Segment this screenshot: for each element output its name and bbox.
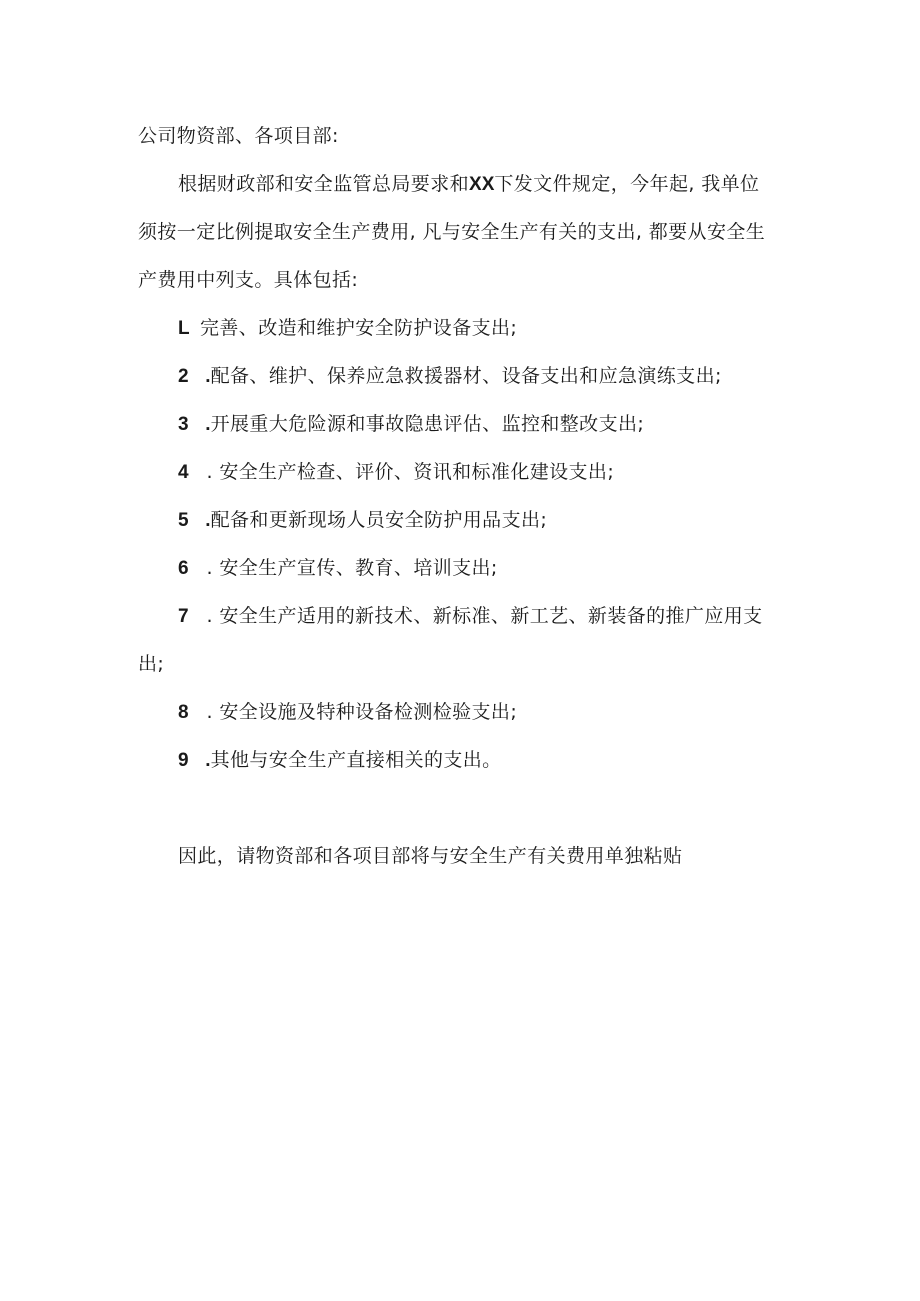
list-item-number: 2 (178, 366, 189, 387)
list-item-number: 4 (178, 462, 189, 483)
salutation: 公司物资部、各项目部: (138, 125, 339, 147)
list-item: 6 . 安全生产宣传、教育、培训支出; (138, 544, 786, 592)
closing-paragraph: 因此，请物资部和各项目部将与安全生产有关费用单独粘贴 (178, 845, 683, 867)
list-item-number: 9 (178, 750, 189, 771)
list-item-number: 7 (178, 606, 189, 627)
list-item-number: 3 (178, 414, 189, 435)
intro-paragraph-line-3: 产费用中列支。具体包括: (138, 269, 359, 291)
list-item-number: 5 (178, 510, 189, 531)
list-item: 5 .配备和更新现场人员安全防护用品支出; (138, 496, 786, 544)
list-item: 4 . 安全生产检查、评价、资讯和标准化建设支出; (138, 448, 786, 496)
list-item-continuation: 出; (138, 653, 165, 675)
list-item: 7 . 安全生产适用的新技术、新标准、新工艺、新装备的推广应用支 (138, 592, 786, 640)
document-body (138, 112, 786, 880)
agency-placeholder: XX (469, 174, 495, 195)
paragraph-spacer (138, 784, 786, 832)
list-item-number: 8 (178, 702, 189, 723)
intro-paragraph-line-1: 根据财政部和安全监管总局要求和XX下发文件规定，今年起, 我单位 (178, 173, 760, 195)
list-item: 8 . 安全设施及特种设备检测检验支出; (138, 688, 786, 736)
list-item: 2 .配备、维护、保养应急救援器材、设备支出和应急演练支出; (138, 352, 786, 400)
intro-paragraph-line-2: 须按一定比例提取安全生产费用, 凡与安全生产有关的支出, 都要从安全生 (138, 221, 766, 243)
list-item-number: L (178, 318, 190, 339)
list-item-number: 6 (178, 558, 189, 579)
list-item: L 完善、改造和维护安全防护设备支出; (138, 304, 786, 352)
list-item: 9 .其他与安全生产直接相关的支出。 (138, 736, 786, 784)
list-item: 3 .开展重大危险源和事故隐患评估、监控和整改支出; (138, 400, 786, 448)
